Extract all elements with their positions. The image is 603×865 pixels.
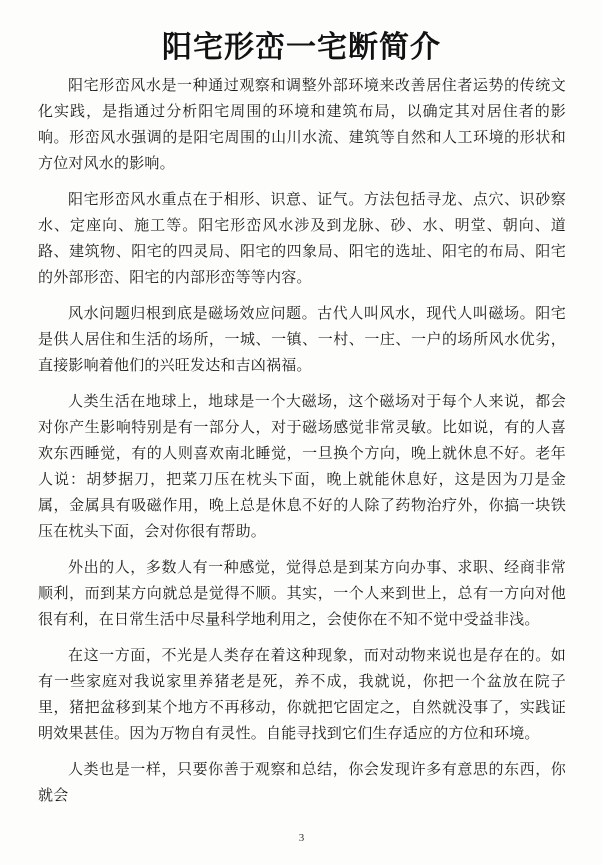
paragraph-7: 人类也是一样，只要你善于观察和总结，你会发现许多有意思的东西，你就会 — [38, 760, 566, 804]
page-number: 3 — [298, 832, 305, 844]
paragraph-5: 外出的人，多数人有一种感觉，觉得总是到某方向办事、求职、经商非常顺利，而到某方向就总是觉得不顺。其实，一个人来到世上，总有一方向对他很有利，在日常生活中尽量科学地利用之，会使你在不知不觉中受益非浅。 — [38, 558, 566, 628]
page-title: 阳宅形峦一宅断简介 — [162, 30, 441, 65]
paragraph-4: 人类生活在地球上，地球是一个大磁场，这个磁场对于每个人来说，都会对你产生影响特别是有一部分人，对于磁场感觉非常灵敏。比如说，有的人喜欢东西睡觉，有的人则喜欢南北睡觉，一旦换个方向，晚上就休息不好。老年人说：胡梦据刀，把菜刀压在枕头下面，晚上就能休息好，这是因为刀是金属，金属具有吸磁作用，晚上总是休息不好的人除了药物治疗外，你搞一块铁压在枕头下面，会对你很有帮助。 — [38, 392, 566, 540]
paragraph-2: 阳宅形峦风水重点在于相形、识意、证气。方法包括寻龙、点穴、识砂察水、定座向、施工等。阳宅形峦风水涉及到龙脉、砂、水、明堂、朝向、道路、建筑物、阳宅的四灵局、阳宅的四象局、阳宅的选址、阳宅的布局、阳宅的外部形峦、阳宅的内部形峦等等内容。 — [38, 190, 566, 286]
paragraph-1: 阳宅形峦风水是一种通过观察和调整外部环境来改善居住者运势的传统文化实践，是指通过分析阳宅周围的环境和建筑布局，以确定其对居住者的影响。形峦风水强调的是阳宅周围的山川水流、建筑等自然和人工环境的形状和方位对风水的影响。 — [38, 76, 566, 172]
paragraph-6: 在这一方面，不光是人类存在着这种现象，而对动物来说也是存在的。如有一些家庭对我说家里养猪老是死，养不成，我就说，你把一个盆放在院子里，猪把盆移到某个地方不再移动，你就把它固定之，自然就没事了，实践证明效果甚佳。因为万物自有灵性。自能寻找到它们生存适应的方位和环境。 — [38, 646, 566, 742]
body-text — [38, 72, 566, 818]
paragraph-3: 风水问题归根到底是磁场效应问题。古代人叫风水，现代人叫磁场。阳宅是供人居住和生活的场所，一城、一镇、一村、一庄、一户的场所风水优劣，直接影响着他们的兴旺发达和吉凶祸福。 — [38, 304, 566, 374]
